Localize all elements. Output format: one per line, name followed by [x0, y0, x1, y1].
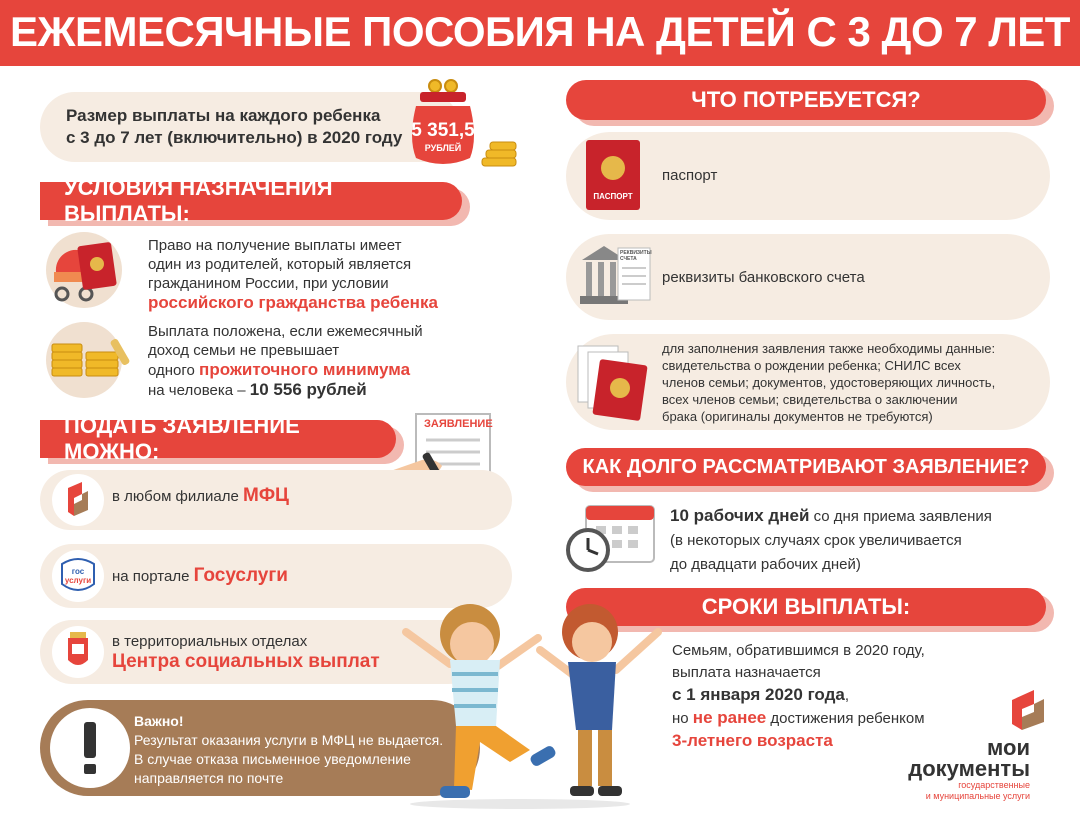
application-doc-label: ЗАЯВЛЕНИЕ	[424, 418, 493, 430]
condition-1-line: Право на получение выплаты имеет	[148, 237, 402, 254]
conditions-heading	[40, 175, 462, 226]
terms-text	[672, 640, 925, 752]
csv-pre: в территориальных отделах	[112, 633, 308, 650]
condition-1-line: один из родителей, который является	[148, 256, 412, 273]
moi-dokumenty-logo-text	[880, 735, 1030, 802]
csv-highlight: Центра социальных выплат	[112, 651, 380, 672]
condition-2-line	[148, 360, 423, 380]
gosuslugi-logo-text	[52, 567, 104, 585]
logo-line: документы	[908, 756, 1030, 781]
review-heading	[566, 448, 1046, 486]
review-line: до двадцати рабочих дней)	[670, 556, 861, 573]
gosuslugi-logo-line: гос	[71, 567, 85, 576]
review-line: (в некоторых случаях срок увеличивается	[670, 532, 962, 549]
documents-line: свидетельства о рождении ребенка; СНИЛС всех	[662, 358, 961, 373]
amount-unit: РУБЛЕЙ	[424, 143, 462, 153]
important-title: Важно!	[134, 713, 184, 729]
mfc-logo-icon	[52, 474, 104, 526]
logo-line: мои	[987, 735, 1030, 760]
important-text	[134, 712, 443, 788]
gosuslugi-highlight: Госуслуги	[193, 565, 288, 586]
coins-stack-icon	[46, 322, 122, 398]
bank-text: реквизиты банковского счета	[662, 269, 865, 286]
terms-highlight: не ранее	[692, 708, 767, 727]
mfc-text	[112, 486, 289, 506]
documents-icon	[574, 342, 654, 422]
documents-text	[662, 340, 995, 425]
mfc-highlight: МФЦ	[243, 485, 289, 506]
page-title: ЕЖЕМЕСЯЧНЫЕ ПОСОБИЯ НА ДЕТЕЙ С 3 ДО 7 ЛЕТ	[10, 8, 1070, 55]
condition-1-text	[148, 236, 438, 312]
calendar-clock-icon	[566, 500, 658, 576]
apply-heading-text: ПОДАТЬ ЗАЯВЛЕНИЕ МОЖНО:	[64, 413, 300, 464]
documents-line: всех членов семьи; свидетельства о заключении	[662, 392, 958, 407]
passport-text: паспорт	[662, 167, 718, 184]
mfc-pre: в любом филиале	[112, 488, 244, 505]
terms-rest: достижения ребенком	[766, 710, 925, 727]
condition-2-highlight: прожиточного минимума	[199, 360, 411, 379]
required-heading	[566, 80, 1046, 120]
exclamation-icon	[50, 708, 130, 788]
review-rest: со дня приема заявления	[809, 508, 992, 525]
moi-dokumenty-logo-icon	[1000, 684, 1052, 736]
gosuslugi-logo-line: услуги	[64, 576, 92, 585]
amount-line2: с 3 до 7 лет (включительно) в 2020 году	[66, 128, 403, 147]
conditions-heading-text: УСЛОВИЯ НАЗНАЧЕНИЯ ВЫПЛАТЫ:	[64, 175, 333, 226]
terms-line: выплата назначается	[672, 664, 821, 681]
required-heading-text: ЧТО ПОТРЕБУЕТСЯ?	[691, 87, 921, 112]
condition-2-pre: одного	[148, 362, 200, 379]
amount-text	[66, 105, 402, 149]
condition-1-highlight: российского гражданства ребенка	[148, 293, 438, 312]
documents-line: для заполнения заявления также необходимы данные:	[662, 341, 996, 356]
passport-icon-label: ПАСПОРТ	[593, 192, 633, 201]
condition-2-line: доход семьи не превышает	[148, 342, 340, 359]
amount-value: 5 351,5	[411, 120, 475, 141]
condition-1-line: гражданином России, при условии	[148, 275, 389, 292]
apply-heading	[40, 413, 396, 464]
terms-line: Семьям, обратившимся в 2020 году,	[672, 642, 925, 659]
important-line: В случае отказа письменное уведомление	[134, 751, 411, 767]
terms-line	[672, 707, 925, 730]
important-line: направляется по почте	[134, 770, 284, 786]
gosuslugi-pre: на портале	[112, 568, 194, 585]
review-days: 10 рабочих дней	[670, 506, 810, 525]
condition-2-line	[148, 380, 423, 400]
amount-line1: Размер выплаты на каждого ребенка	[66, 106, 381, 125]
kids-illustration	[400, 590, 670, 810]
logo-line: государственные	[958, 780, 1030, 790]
condition-2-line: Выплата положена, если ежемесячный	[148, 323, 423, 340]
terms-date: с 1 января 2020 года	[672, 685, 845, 704]
terms-age: 3-летнего возраста	[672, 731, 833, 750]
important-line: Результат оказания услуги в МФЦ не выдается.	[134, 732, 444, 748]
documents-line: членов семьи; документов, удостоверяющих личность,	[662, 375, 996, 390]
terms-pre: но	[672, 710, 693, 727]
stroller-icon	[46, 232, 122, 308]
condition-2-text	[148, 322, 423, 400]
review-line	[670, 504, 992, 529]
documents-line: брака (оригиналы документов не требуются)	[662, 409, 933, 424]
condition-2-amount: 10 556 рублей	[249, 380, 367, 399]
logo-line: и муниципальные услуги	[925, 791, 1030, 801]
terms-rest: ,	[844, 687, 850, 704]
coins-icon	[478, 140, 520, 168]
gosuslugi-text	[112, 566, 288, 586]
condition-2-pre: на человека –	[148, 382, 250, 399]
terms-heading-text: СРОКИ ВЫПЛАТЫ:	[701, 594, 911, 619]
review-text	[670, 504, 992, 577]
bank-doc-label: РЕКВИЗИТЫ СЧЕТА	[620, 250, 652, 262]
terms-line	[672, 684, 925, 707]
perm-emblem-icon	[52, 626, 104, 678]
csv-text	[112, 632, 380, 673]
review-heading-text: КАК ДОЛГО РАССМАТРИВАЮТ ЗАЯВЛЕНИЕ?	[582, 455, 1030, 478]
